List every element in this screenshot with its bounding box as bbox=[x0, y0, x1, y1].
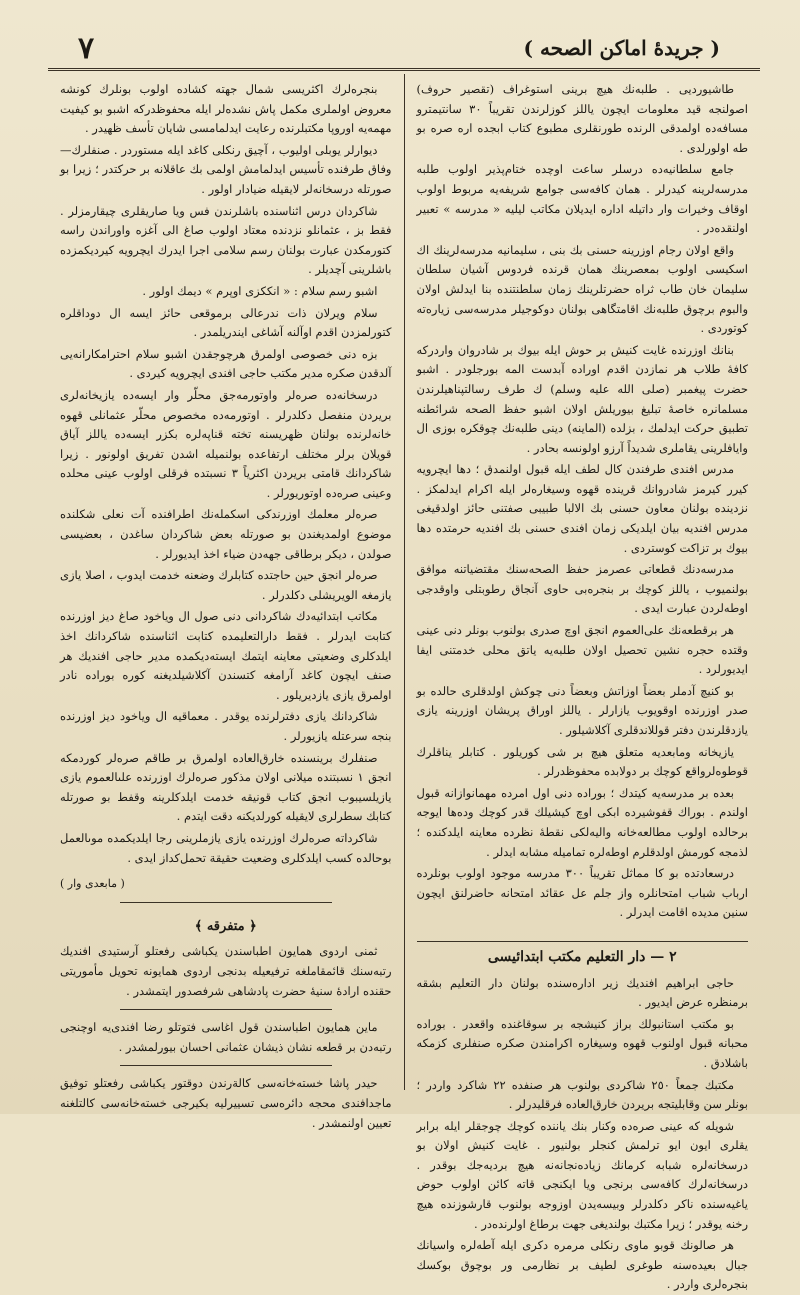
paragraph: جامع سلطانيه‌ده درسلر ساعت اوچده ختام‌پذير اولوب طلبه مدرسه‌لرينه كيدرلر . همان كافه‌سى جوامع شريفه‌يه مربوط اولوب اوقاف وخيرات وار داتيله اداره ايديلان مكاتب ليليه ‌« مدرسه » تعبير اولنقده‌در . bbox=[416, 162, 748, 236]
section-heading: ٢ — دار التعليم مكتب ابتدائيسى bbox=[417, 941, 749, 968]
paragraph: شاكردان درس اثناسنده باشلرندن فس ويا صاريقلرى چيقارمزلر . فقط بز ، عثمانلو نزدنده معتاد اولوب صاغ الى آغزه واوراندن راسه كتورمكدن عبارت بولنان رسم سلامى اجرا ايدرك ايچرويه كيرديكمزده باشلرينى آچديلر . bbox=[60, 203, 392, 277]
paragraph: بو مكتب استانبولك براز كنيشجه بر سوقاغنده واقعدر . بوراده محبانه قبول اولنوب قهوه وسيغاره اكرامندن صكره صنفلرى كزمكه باشلادق . bbox=[416, 1016, 748, 1070]
paragraph: صرەلر انجق حين حاجتده كتابلرك وضعنه خدمت ايدوب ، اصلا يازى يازمغه الويريشلى دكلدرلر . bbox=[60, 568, 392, 602]
paragraph: درسخانه‌ده صرەلر واوتورمه‌جق محلّر وار ايسه‌ده يازيخانه‌لرى بريردن منفصل دكلدرلر . اوتورمه‌ده مخصوص محلّر عثمانلى قهوه خانه‌لرنده بولنان ظهريسنه تخته قناپه‌لره بكزر ايسه‌ده ياللز آياق قويلان برلر مختلف ارتفاعده بولنميله اشدن تفريق اولونور . زيرا شاكردانك قامتى بريردن اكثرياً ٣ نسبتده فرقلى اولوب عينى محلده وعينى صره‌ده اوتوريورلر . bbox=[60, 387, 392, 500]
paragraph: هر برقطعه‌نك على‌العموم انجق اوچ صدرى بولنوب بونلر دنى عينى وقتده حجره نشين تحصيل اولان طلبه‌يه ياتق محلى خدمتنى ايفا ايديورلرد . bbox=[416, 623, 748, 677]
paragraph: بعده بر مدرسه‌يه كيتدك ؛ بوراده دنى اول امرده مهمانوازانه قبول اولندم . بوراك قفوشيرده ابكى اوچ كيشيلك قدر كوچك وده‌ها ايوجه برحالده اولوب مطالعه‌خانه واليه‌لكى نقطهٔ نظرده معاينه ايلدكنده ؛ لذمجه كورمش اولدقلرم اوطه‌لره تماميله مشابه ايدلر . bbox=[416, 785, 748, 859]
paragraph: مكاتب ابتدائيه‌دك شاكردانى دنى صول ال وياخود صاغ ديز اوزرنده كتابت ايدرلر . فقط دارالتعليمده كتابت اثناسنده شاكردانك اخذ ايلدكلرى وضعيتى معاينه ايتمك ايسته‌ديكمده مدير حاجى افنديك هر صنف ايچون كاغد آرامغه كتسندن آكلاشيلديغنه كوره بوراده نادر اولمرق يازى يازديريلور . bbox=[60, 609, 392, 702]
paragraph: مدرس افندى طرفندن كال لطف ايله قبول اولنمدق ؛ دها ايچرويه كيرر كيرمز شادروانك قرينده قهوه وسيغاره‌لر ايله اكرام ايدلمكز . نزدينده بولنان معاون حسنى بك الالبا طبيبى صفتنى حائز اولدقيغى مدرس افنديه بيان ايلديكى زمان افندى حسنى بك افنديه حرمتده دها بيوك بر تزاكت كوستردى . bbox=[416, 462, 748, 555]
separator-rule bbox=[120, 902, 332, 903]
paragraph: حيدر پاشا خسته‌خانه‌سى كالةرندن دوقتور يكباشى رفعتلو توفيق ماجدافندى محجه دائره‌سى تسييرليه بكيرجى خسته‌خانه‌سى كالتلغنه تعيين اولنمشدر . bbox=[60, 1076, 392, 1130]
paragraph: بزه دنى خصوصى اولمرق هرچوجقدن اشبو سلام احترامكارانه‌يى آلدقدن صكره مدير مكتب حاجى افندى ايچرويه كيردى . bbox=[60, 346, 392, 381]
paragraph: صنفلرك برينسنده خارق‌العاده اولمرق بر طاقم صرەلر كوردمكه انجق ١ نسبتنده ميلانى اولان مذكور صرەلرك اوزرنده علىالعموم يازى يازيلسيبوب انجق كتاب قونيقه خدمت ايلدكلرينه وقفط بو صورتله كتابك سطرلرى لايقيله كورلديكنه دقت ايتدم . bbox=[60, 750, 392, 824]
separator-rule bbox=[120, 1065, 332, 1066]
separator-rule bbox=[120, 1009, 332, 1010]
paragraph: ماين همايون اطباسندن قول اغاسى فتوتلو رضا افندى‌يه اوچنجى رتبه‌دن بر قطعه نشان ذيشان عثمانى احسان بيورلمشدر . bbox=[60, 1020, 392, 1054]
paragraph: واقع اولان رجام اوزرينه حسنى بك بنى ، سليمانيه مدرسه‌لرينك اك اسكيسى اولوب بمعصرينك همان قرنده فردوس آشيان سلطان سليمان خان طاب ثراه حضرتلرينك زمان سلطنتنده بنا ايدلش اولان والبوم برچوق طلبه‌نك اقامتگاهى بولنان دوكوجيلر مدرسه‌سى زياره‌ته كوتوردى . bbox=[416, 242, 748, 336]
paragraph: طاشيورديى . طلبه‌نك هيچ برينى استوغراف (تقصير حروف) اصولنجه قيد معلومات ايچون ياللز كوزلرندن تقريباً ٣٠ سانتيمترو مسافه‌ده اولمدقى الرنده طورنقلرى مطبوع كتاب ابجده اره صره بو طه اولورلدى . bbox=[416, 82, 748, 155]
paragraph: يازيخانه ومابعديه متعلق هيچ بر شى كوريلور . كتابلر يناقلرك قوطوه‌لرواقع كوچك بر دولابده محفوظدرلر . bbox=[416, 744, 748, 779]
paragraph: بنجره‌لرك اكثريسى شمال جهته كشاده اولوب بونلرك كونشه معروض اولملرى مكمل پاش نشده‌لر ايله محفوظدركه اشبو بو كيفيت مهمه‌يه اوروپا مكتبلرنده رعايت ايدلمامسى شايان تأسف ظهيدر . bbox=[60, 82, 392, 136]
paragraph: شاكرداته صرەلرك اوزرنده يازى يازملرينى رجا ايلديكمده موىالعمل بوحالده كسب ايلدكلرى وضعيت حقيقة تحمل‌كداز ايدى . bbox=[60, 830, 392, 865]
paragraph: بنانك اوزرنده غايت كنيش بر حوش ايله بيوك بر شادروان واردركه كافهٔ طلاب هر نمازدن اقدم اوراده آبدست المه بورجلودر . اشبو حضرت پيغمبر (صلى الله عليه وسلم) ك طرف رسالتپناهيلرندن مسلمانره خاصهٔ تبليغ بيوريلش اولان اشبو حفظ الصحه شرائطنه تطبيق حركت ايدلمك ، بزلده (الماينه) دينى طلبه‌نك چوقكره بوزى ال وايافلرينى يقاملرى شديداً آرزو اولونسه بحادر . bbox=[416, 342, 748, 455]
text-columns bbox=[48, 74, 760, 1292]
paragraph: ديوارلر يوبلى اوليوب ، آچيق رنكلى كاغد ايله مستوردر . صنفلرك—وفاق طرفنده تأسيس ايدلمامش اولمى بك عاقلانه بر حركتدر ؛ زيرا بو صورتله درسخانه‌لر لايقيله ضيادار اولور . bbox=[60, 142, 392, 196]
paragraph: مكتبك جمعاً ٢٥٠ شاكردى بولنوب هر صنفده ٢٢ شاكرد واردر ؛ بونلر سن وقابليتجه بريردن خارق‌العاده فرقليدرلر . bbox=[416, 1077, 748, 1112]
running-title: ( جريدهٔ اماكن الصحه ) bbox=[523, 36, 720, 60]
paragraph: صرەلر معلمك اوزرندكى اسكمله‌نك اطرافنده آت نعلى شكلنده موضوع اولمديغندن بو صورتله بعض شاكردان ساغدن ، بعضيسى صولدن ، ديكر برطاقى جهه‌دن ضياء اخذ ايديورلر . bbox=[60, 507, 392, 561]
page-header bbox=[48, 28, 760, 71]
paragraph: مدرسه‌دنك قطعاتى عصرمز حفظ الصحه‌سنك مقتضياتنه موافق بولنميوب ، ياللز كوچك بر بنجره‌بى حاوى آنجاق رطوبتلى واوقدجى اوطه‌لردن عبارت ايدى . bbox=[416, 562, 748, 616]
page-number: ٧ bbox=[78, 30, 95, 66]
paragraph: ثمنى اردوى همايون اطباسندن يكباشى رفعتلو آرستيدى افنديك رتبه‌سنك قائمقاملغه ترفيعيله بدنجى اردوى همايونه تحويل مأموريتى حقنده ارادهٔ سنيهٔ حضرت پادشاهى شرفصدور ايتمشدر . bbox=[60, 944, 392, 998]
paragraph: اشبو رسم سلام : ‌« انككزى اوپرم » ديمك اولور . bbox=[142, 283, 378, 298]
paragraph: سلام ويرلان ذات ندرعالى برموقعى حائز ايسه ال دوداقلره كتورلمزدن اقدم اوآلنه آشاغى ايندريلمدر . bbox=[60, 305, 392, 340]
paragraph: هر صالونك قوبو ماوى رنكلى مرمره دكرى ايله آطه‌لره واسيانك جبال بعيده‌سنه طوغرى لطيف بر نظارمى ور بوچوق بوكسك بنجره‌لرى واردر . bbox=[416, 1238, 748, 1292]
paragraph: بو كنيچ آدملر بعضاً اوزاتش وبعضاً دنى چوكش اولدقلرى حالده بو صدر اوزرنده اوقويوب يازارلر . ياللز اوراق پريشان اوزرينه يازى يازدقلرندن دفتر قوللاندقلرى آكلاشيلور . bbox=[416, 683, 748, 737]
paragraph: شويله كه عينى صره‌ده وكنار بنك ياننده كوچك چوجقلر ايله برابر يقلرى ايون ايو ترلمش كنجلر بولنيور . غايت كنيش اولان بو درسخانه‌لره شبابه كرمانك زياده‌نجانه‌نه هيچ برديه‌جك بوقدر . درسخانه‌لرك كافه‌سى برنجى ويا ايكنجى قاته كائن اولوب حوض ياغيه‌سنده ناكر دكلدرلر وبيسه‌يدن اوزوجه بولنوب قارشوزنده هيچ رخنه يوقدر ؛ زيرا مكتبك بولنديغى جهت برطاغ اولرنده‌در . bbox=[416, 1118, 748, 1231]
paragraph: حاجى ابراهيم افنديك زير اداره‌سنده بولنان دار التعليم بشقه برمنظره عرض ايديور . bbox=[416, 975, 748, 1010]
left-column bbox=[48, 74, 404, 1130]
section-heading: ﴿ متفرقه ﴾ bbox=[194, 918, 257, 934]
paragraph: شاكردانك يازى دفترلرنده يوقدر . معماقيه ال وياخود ديز اوزرنده بنجه‌ سرعتله يازيورلر . bbox=[60, 709, 392, 743]
paragraph: درسعادتده بو كا مماثل تقريباً ٣٠٠ مدرسه موجود اولوب بونلرده ارباب شباب امتحانلره واز جلم عل عقائد امتحانه حاضرلنق ايچون سنين مديده اقامت ايدرلر . bbox=[416, 866, 748, 920]
right-column bbox=[405, 74, 761, 1292]
continued-note: ( مابعدى وار ) bbox=[60, 877, 125, 891]
